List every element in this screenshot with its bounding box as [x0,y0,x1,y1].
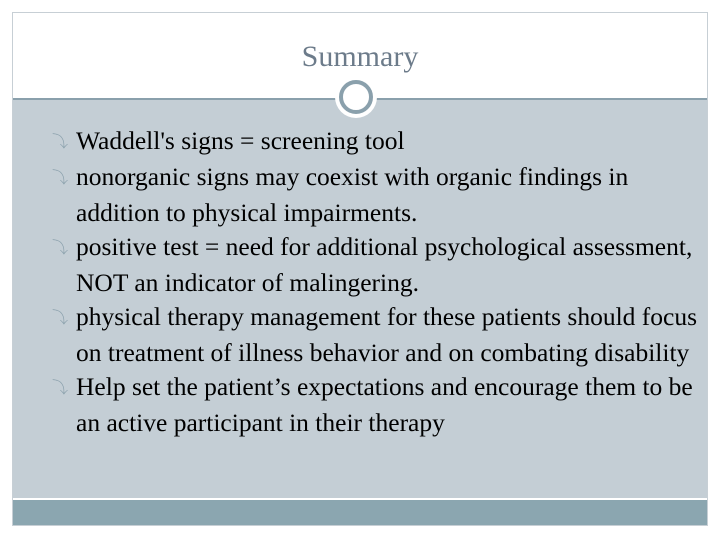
bullet-text: nonorganic signs may coexist with organic findings in addition to physical impairments. [76,162,629,227]
bullet-text: positive test = need for additional psychological assessment, NOT an indicator of malingering. [76,232,693,297]
curled-arrow-bullet-icon: ⤵ [52,134,69,151]
bottom-bar [13,500,707,525]
bullet-text: Waddell's signs = screening tool [76,126,405,155]
bullet-item [52,370,698,440]
bullet-text: physical therapy management for these patients should focus on treatment of illness behavior and on combating disability [76,302,698,367]
bullet-item [52,300,698,370]
bullet-item [52,160,698,230]
curled-arrow-bullet-icon: ⤵ [52,380,69,397]
bullet-item [52,230,698,300]
bullet-item [52,124,698,160]
curled-arrow-bullet-icon: ⤵ [52,240,69,257]
ring-ornament-icon [339,80,373,114]
curled-arrow-bullet-icon: ⤵ [52,170,69,187]
bullet-list [28,124,698,440]
slide-title: Summary [301,40,419,73]
bullet-text: Help set the patient’s expectations and encourage them to be an active participant in their therapy [76,372,693,437]
curled-arrow-bullet-icon: ⤵ [52,310,69,327]
